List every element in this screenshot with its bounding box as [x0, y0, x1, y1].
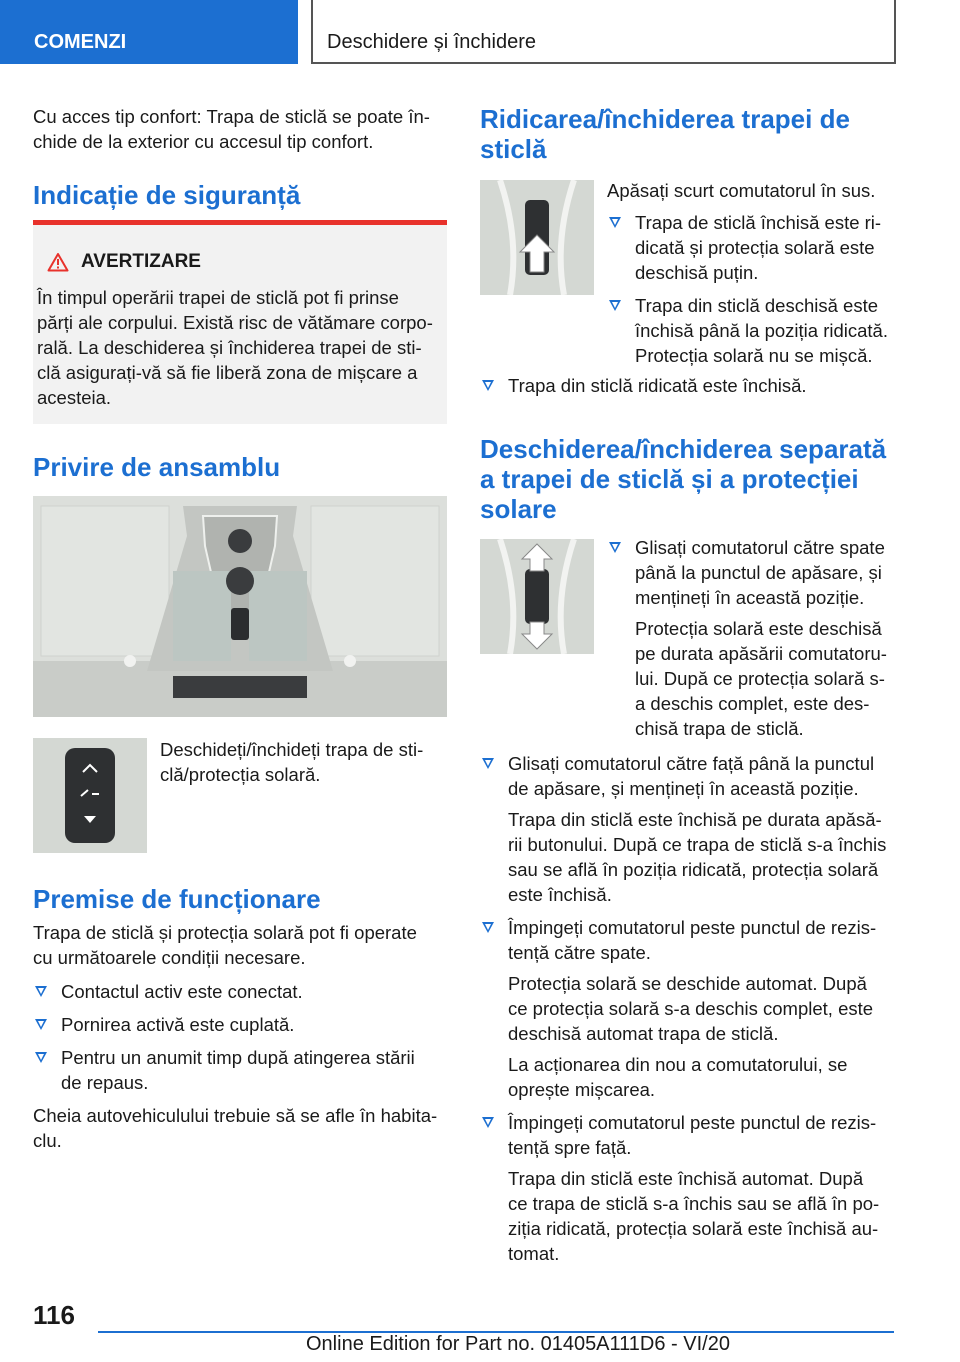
- warning-header: [47, 251, 201, 273]
- warning-label: AVERTIZARE: [81, 251, 201, 272]
- list-item: Pentru un anumit timp după atingerea stării de repaus.: [33, 1045, 447, 1095]
- switch-up-illustration: [480, 180, 594, 295]
- raise-heading: Ridicarea/închiderea trapei de sticlă: [480, 104, 850, 164]
- separate-list-a: [607, 535, 899, 741]
- roof-console-image: [33, 496, 447, 717]
- list-item: Glisați comutatorul către spate până la punctul de apăsare, și mențineți în această poziție. Protecția solară este deschisă pe durata apăsării comutatoru- lui. După ce protecția solară s- a deschis complet, este des- chisă trapa de sticlă.: [607, 535, 899, 741]
- switch-image: [33, 738, 147, 853]
- list-item: Glisați comutatorul către față până la punctul de apăsare, și mențineți în această poziție. Trapa din sticlă este închisă pe durata apăsă- rii butonului. După ce trapa de sticlă s-a închis sau se află în poziția ridicată, protecția solară este închisă.: [480, 751, 900, 907]
- intro-text: Cu acces tip confort: Trapa de sticlă se poate în- chide de la exterior cu accesul tip confort.: [33, 106, 430, 152]
- overview-heading: Privire de ansamblu: [33, 452, 281, 482]
- premise-intro: Trapa de sticlă și protecția solară pot fi operate cu următoarele condiții necesare.: [33, 922, 417, 968]
- raise-intro: Apăsați scurt comutatorul în sus.: [607, 180, 876, 201]
- item-detail: Protecția solară este deschisă pe durata apăsării comutatoru- lui. După ce protecția solară s- a deschis complet, este des- chisă trapa de sticlă.: [635, 618, 887, 739]
- warning-box: [33, 220, 447, 424]
- edition-text: Online Edition for Part no. 01405A111D6 - VI/20: [306, 1333, 730, 1355]
- conditions-list: [33, 979, 447, 1153]
- list-item: Pornirea activă este cuplată.: [33, 1012, 447, 1037]
- warning-text: În timpul operării trapei de sticlă pot fi prinse părți ale corpului. Există risc de vătămare corpo- rală. La deschiderea și închiderea trapei de sti- clă asigurați-vă să fie liberă zona de mișcare a acesteia.: [37, 287, 433, 408]
- switch-up-image: [480, 180, 594, 295]
- switch-illustration: [33, 738, 147, 853]
- list-item: Împingeți comutatorul peste punctul de rezis- tență către spate. Protecția solară se deschide automat. După ce protecția solară s-a deschis complet, este deschisă automat trapa de sticlă. La acționarea din nou a comutatorului, se oprește mișcarea.: [480, 915, 900, 1102]
- separate-heading: Deschiderea/închiderea separată a trapei de sticlă și a protecției solare: [480, 434, 887, 524]
- item-detail: Trapa din sticlă este închisă automat. După ce trapa de sticlă s-a închis sau se află în po- ziția ridicată, protecția solară este închisă au- tomat.: [508, 1168, 880, 1264]
- premise-heading: Premise de funcționare: [33, 884, 321, 914]
- raise-list: [607, 210, 897, 368]
- raise-final-item: Trapa din sticlă ridicată este închisă.: [480, 373, 922, 398]
- item-detail: Protecția solară se deschide automat. După ce protecția solară s-a deschis complet, este deschisă automat trapa de sticlă.: [508, 973, 874, 1044]
- list-item: Trapa de sticlă închisă este ri- dicată și protecția solară este deschisă puțin.: [607, 210, 897, 285]
- switch-caption: Deschideți/închideți trapa de sti- clă/protecția solară.: [160, 739, 424, 785]
- separate-list-b: [480, 751, 900, 1266]
- switch-slide-image: [480, 539, 594, 654]
- key-note: Cheia autovehiculului trebuie să se afle în habita- clu.: [33, 1105, 438, 1151]
- warning-triangle-icon: [47, 252, 69, 272]
- list-item: Trapa din sticlă deschisă este închisă până la poziția ridicată. Protecția solară nu se mișcă.: [607, 293, 897, 368]
- roof-console-illustration: [33, 496, 447, 717]
- section-tab: COMENZI: [0, 0, 298, 64]
- item-detail: La acționarea din nou a comutatorului, se oprește mișcarea.: [508, 1054, 848, 1100]
- page-number: 116: [33, 1300, 75, 1330]
- list-item: Contactul activ este conectat.: [33, 979, 447, 1004]
- switch-slide-illustration: [480, 539, 594, 654]
- list-item: Împingeți comutatorul peste punctul de rezis- tență spre față. Trapa din sticlă este închisă automat. După ce trapa de sticlă s-a închis sau se află în po- ziția ridicată, protecția solară este închisă au- tomat.: [480, 1110, 900, 1266]
- safety-heading: Indicație de siguranță: [33, 180, 301, 210]
- chapter-tab: Deschidere și închidere: [311, 0, 896, 64]
- item-detail: Trapa din sticlă este închisă pe durata apăsă- rii butonului. După ce trapa de sticlă s-a închis sau se află în poziția ridicată, protecția solară este închisă.: [508, 809, 887, 905]
